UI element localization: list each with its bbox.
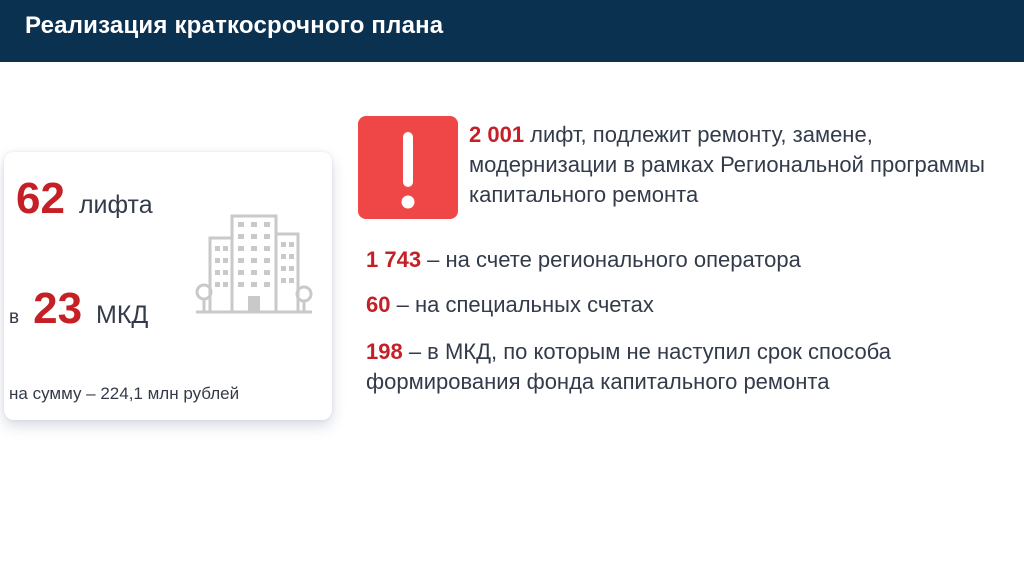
total-lifts-value: 2 001 <box>469 122 525 147</box>
total-lifts-text <box>469 120 1009 210</box>
pending-mkd-text <box>366 337 1006 397</box>
pending-mkd-desc: – в МКД, по которым не наступил срок способа формирования фонда капитального ремонта <box>366 339 892 394</box>
sum-text: на сумму – 224,1 млн рублей <box>9 384 240 403</box>
regional-operator-text <box>366 245 1006 275</box>
special-accounts-value: 60 <box>366 292 391 317</box>
special-accounts-text <box>366 290 1006 320</box>
lifts-count-row <box>16 174 153 224</box>
summary-card <box>4 152 332 420</box>
lifts-unit: лифта <box>78 191 153 219</box>
regional-operator-desc: – на счете регионального оператора <box>421 247 801 272</box>
mkd-count-row <box>9 284 148 334</box>
mkd-unit: МКД <box>96 301 149 329</box>
regional-operator-value: 1 743 <box>366 247 422 272</box>
total-lifts-desc: лифт, подлежит ремонту, замене, модернизации в рамках Региональной программы капитального ремонта <box>469 122 985 207</box>
alert-box <box>358 116 458 219</box>
mkd-count: 23 <box>33 284 83 333</box>
lifts-count: 62 <box>16 174 65 223</box>
apartment-building-icon <box>194 212 314 316</box>
page-title: Реализация краткосрочного плана <box>25 12 444 39</box>
pending-mkd-value: 198 <box>366 339 403 364</box>
mkd-prefix: в <box>9 307 20 328</box>
special-accounts-desc: – на специальных счетах <box>390 292 654 317</box>
header-bar <box>0 0 1024 62</box>
exclamation-icon <box>358 116 458 219</box>
